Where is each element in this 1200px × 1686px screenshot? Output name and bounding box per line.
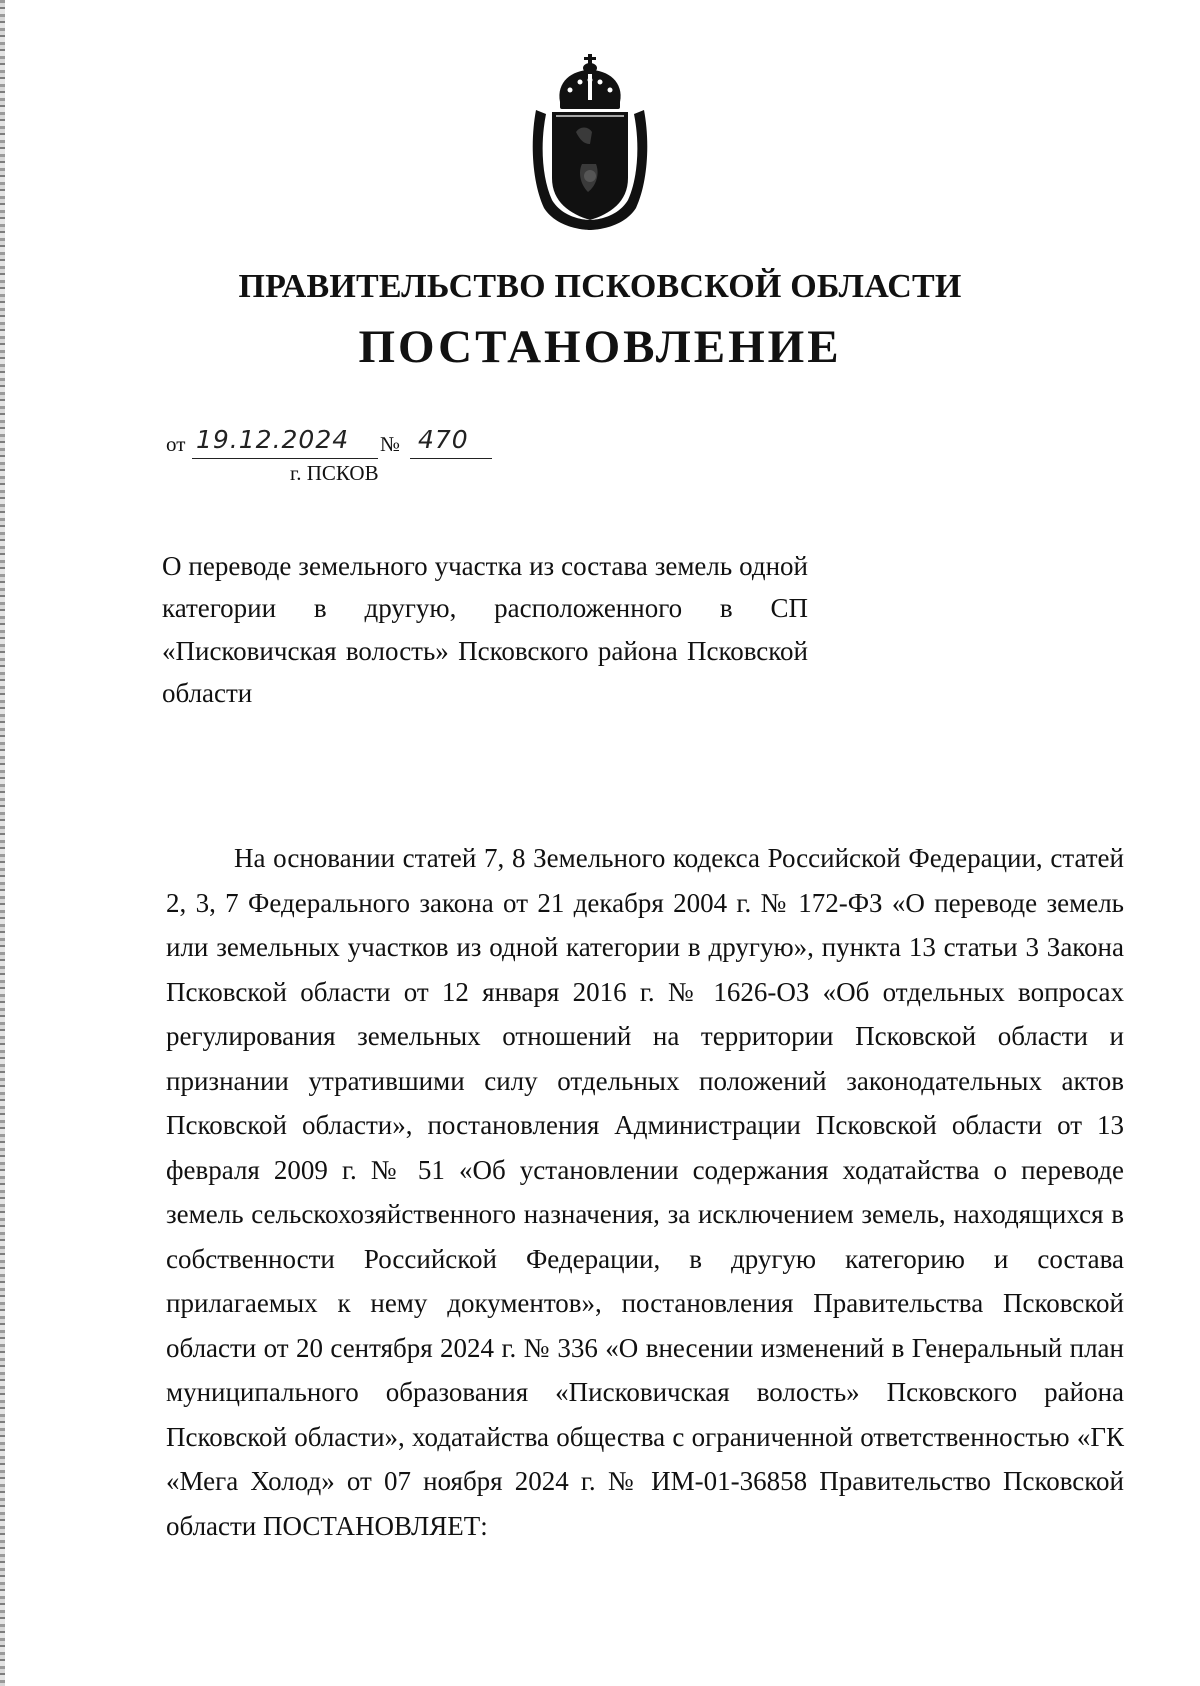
document-type: ПОСТАНОВЛЕНИЕ [358, 321, 842, 373]
number-label: № [380, 432, 401, 456]
from-label: от [166, 432, 186, 456]
preamble-paragraph: На основании статей 7, 8 Земельного кодекса Российской Федерации, статей 2, 3, 7 Федерального закона от 21 декабря 2004 г. № 172-ФЗ «О переводе земель или земельных участков из одной категории в другую», пункта 13 статьи 3 Закона Псковской области от 12 января 2016 г. № 1626-ОЗ «Об отдельных вопросах регулирования земельных отношений на территории Псковской области и признании утратившими силу отдельных положений законодательных актов Псковской области», постановления Администрации Псковской области от 13 февраля 2009 г. № 51 «Об установлении содержания ходатайства о переводе земель сельскохозяйственного назначения, за исключением земель, находящихся в собственности Российской Федерации, в другую категорию и состава прилагаемых к нему документов», постановления Правительства Псковской области от 20 сентября 2024 г. № 336 «О внесении изменений в Генеральный план муниципального образования «Писковичская волость» Псковского района Псковской области», ходатайства общества с ограниченной ответственностью «ГК «Мега Холод» от 07 ноября 2024 г. № ИМ-01-36858 Правительство Псковской области ПОСТАНОВЛЯЕТ: [166, 843, 1124, 1541]
document-date: 19.12.2024 [196, 425, 350, 454]
government-title: ПРАВИТЕЛЬСТВО ПСКОВСКОЙ ОБЛАСТИ [238, 268, 962, 305]
city: г. ПСКОВ [290, 461, 379, 485]
scan-edge [0, 0, 5, 1686]
coat-of-arms-icon [530, 52, 650, 232]
document-subject: О переводе земельного участка из состава земель одной категории в другую, расположенного в СП «Писковичская волость» Псковского района Псковской области [162, 551, 808, 708]
number-underline [410, 458, 492, 459]
date-underline [192, 458, 378, 459]
document-number: 470 [418, 425, 469, 454]
